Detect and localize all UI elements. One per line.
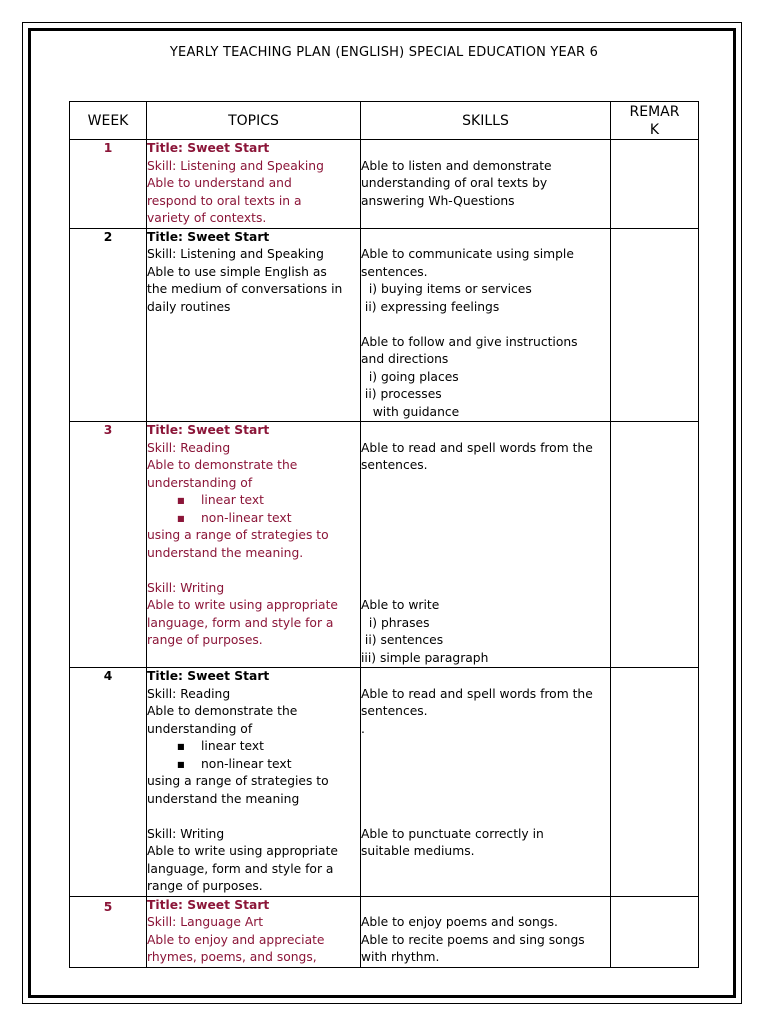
bullet-square-icon: ■ xyxy=(177,496,185,505)
bullet-square-icon: ■ xyxy=(177,759,185,769)
bullet-text: linear text xyxy=(201,739,264,753)
table-header-row xyxy=(70,102,699,140)
skills-cell xyxy=(361,228,611,422)
table-row-week-4 xyxy=(70,668,699,897)
skill-blank xyxy=(361,492,610,510)
bullet-square-icon: ■ xyxy=(177,742,185,751)
topic-line: understanding of xyxy=(147,721,253,736)
topic-line: variety of contexts. xyxy=(147,211,267,225)
topic-line: Able to demonstrate the xyxy=(147,458,298,472)
skill-blank xyxy=(361,527,610,545)
topic-line: range of purposes. xyxy=(147,879,263,893)
teaching-plan-table xyxy=(69,101,699,968)
topic-line: Able to write using appropriate xyxy=(147,844,338,858)
skill-line: i) going places xyxy=(361,369,459,384)
bullet-text: non-linear text xyxy=(201,510,292,525)
skill-blank xyxy=(361,668,610,686)
skill-blank xyxy=(361,510,610,528)
topic-blank xyxy=(147,562,360,580)
skill-blank xyxy=(361,756,610,774)
topic-line: Skill: Writing xyxy=(147,826,225,841)
topics-cell xyxy=(147,668,361,897)
skill-blank xyxy=(361,562,610,580)
topic-line: Skill: Writing xyxy=(147,580,225,595)
skill-line: Able to punctuate correctly in xyxy=(361,826,544,841)
skill-blank xyxy=(361,738,610,756)
skill-line: Able to recite poems and sing songs xyxy=(361,932,585,947)
table-row-week-1 xyxy=(70,140,699,229)
topic-line: Skill: Listening and Speaking xyxy=(147,247,324,261)
header-skills: SKILLS xyxy=(361,102,611,140)
topic-line: the medium of conversations in xyxy=(147,282,343,296)
topic-line: Skill: Reading xyxy=(147,686,231,701)
topic-line: understand the meaning xyxy=(147,791,300,806)
topic-line: using a range of strategies to xyxy=(147,528,329,542)
bullet-item xyxy=(147,510,360,528)
topics-cell xyxy=(147,422,361,668)
skill-line: suitable mediums. xyxy=(361,844,475,858)
skill-blank xyxy=(361,475,610,493)
topics-cell xyxy=(147,228,361,422)
topic-title: Title: Sweet Start xyxy=(147,141,270,155)
skill-line: answering Wh-Questions xyxy=(361,193,515,208)
topic-line: understanding of xyxy=(147,475,253,490)
skill-blank xyxy=(361,773,610,791)
bullet-square-icon: ■ xyxy=(177,513,185,523)
bullet-item xyxy=(147,492,360,510)
skill-line: understanding of oral texts by xyxy=(361,176,548,190)
topic-title: Title: Sweet Start xyxy=(147,423,270,437)
skills-cell xyxy=(361,668,611,897)
skill-line: sentences. xyxy=(361,458,428,472)
skill-blank xyxy=(361,791,610,809)
skill-line: Able to listen and demonstrate xyxy=(361,158,552,173)
skill-blank xyxy=(361,229,610,247)
topic-line: Able to understand and xyxy=(147,176,292,190)
skill-blank xyxy=(361,808,610,826)
topic-title: Title: Sweet Start xyxy=(147,229,270,244)
skill-line: i) buying items or services xyxy=(361,282,532,296)
skill-blank xyxy=(361,422,610,440)
bullet-item xyxy=(147,756,360,774)
skill-line: and directions xyxy=(361,352,449,366)
topic-line: language, form and style for a xyxy=(147,615,334,630)
skill-line: ii) expressing feelings xyxy=(361,299,500,314)
topic-title: Title: Sweet Start xyxy=(147,897,270,912)
remark-cell xyxy=(611,668,699,897)
topic-line: using a range of strategies to xyxy=(147,774,329,788)
remark-cell xyxy=(611,228,699,422)
skills-cell xyxy=(361,140,611,229)
topic-line: Able to demonstrate the xyxy=(147,704,298,718)
topic-line: daily routines xyxy=(147,299,231,314)
skill-line: Able to read and spell words from the xyxy=(361,686,593,701)
header-remark-line2: K xyxy=(649,121,660,138)
topic-line: Able to enjoy and appreciate xyxy=(147,932,325,947)
week-number: 2 xyxy=(70,228,147,422)
skill-line: Able to follow and give instructions xyxy=(361,334,578,349)
topic-line: Able to write using appropriate xyxy=(147,598,338,612)
topic-line: rhymes, poems, and songs, xyxy=(147,950,317,964)
header-remark xyxy=(611,102,699,140)
skills-cell xyxy=(361,422,611,668)
skill-line: Able to read and spell words from the xyxy=(361,440,593,455)
skill-blank xyxy=(361,897,610,915)
skill-line: sentences. xyxy=(361,704,428,718)
bullet-text: linear text xyxy=(201,493,264,507)
header-topics: TOPICS xyxy=(147,102,361,140)
remark-cell xyxy=(611,896,699,967)
remark-cell xyxy=(611,140,699,229)
skill-blank xyxy=(361,140,610,158)
topic-line: Able to use simple English as xyxy=(147,264,327,279)
skill-line: Able to enjoy poems and songs. xyxy=(361,915,558,929)
topics-cell xyxy=(147,896,361,967)
skill-blank xyxy=(361,545,610,563)
skill-blank xyxy=(361,316,610,334)
skill-line: sentences. xyxy=(361,264,428,279)
skill-line: Able to communicate using simple xyxy=(361,247,574,261)
topic-line: language, form and style for a xyxy=(147,861,334,876)
week-number: 3 xyxy=(70,422,147,668)
skill-line: i) phrases xyxy=(361,615,430,630)
skills-cell xyxy=(361,896,611,967)
bullet-item xyxy=(147,738,360,756)
skill-line: with rhythm. xyxy=(361,950,440,964)
skill-line: with guidance xyxy=(361,404,460,419)
header-remark-line1: REMAR xyxy=(629,103,680,120)
skill-blank xyxy=(361,580,610,598)
topics-cell xyxy=(147,140,361,229)
skill-line: . xyxy=(361,721,365,736)
week-number: 1 xyxy=(70,140,147,229)
topic-line: Skill: Listening and Speaking xyxy=(147,158,324,173)
topic-line: Skill: Reading xyxy=(147,440,231,455)
topic-line: Skill: Language Art xyxy=(147,915,264,929)
skill-line: ii) processes xyxy=(361,387,442,401)
page-title: YEARLY TEACHING PLAN (ENGLISH) SPECIAL EDUCATION YEAR 6 xyxy=(169,45,599,60)
skill-line: ii) sentences xyxy=(361,633,444,647)
skill-line: Able to write xyxy=(361,598,440,612)
header-week: WEEK xyxy=(70,102,147,140)
table-row-week-2 xyxy=(70,228,699,422)
table-row-week-5 xyxy=(70,896,699,967)
topic-line: range of purposes. xyxy=(147,633,263,647)
topic-title: Title: Sweet Start xyxy=(147,669,270,683)
skill-line: iii) simple paragraph xyxy=(361,650,489,665)
topic-line: respond to oral texts in a xyxy=(147,193,302,208)
week-number: 5 xyxy=(70,896,147,967)
topic-blank xyxy=(147,808,360,826)
remark-cell xyxy=(611,422,699,668)
topic-line: understand the meaning. xyxy=(147,545,304,560)
week-number: 4 xyxy=(70,668,147,897)
table-row-week-3 xyxy=(70,422,699,668)
bullet-text: non-linear text xyxy=(201,756,292,771)
